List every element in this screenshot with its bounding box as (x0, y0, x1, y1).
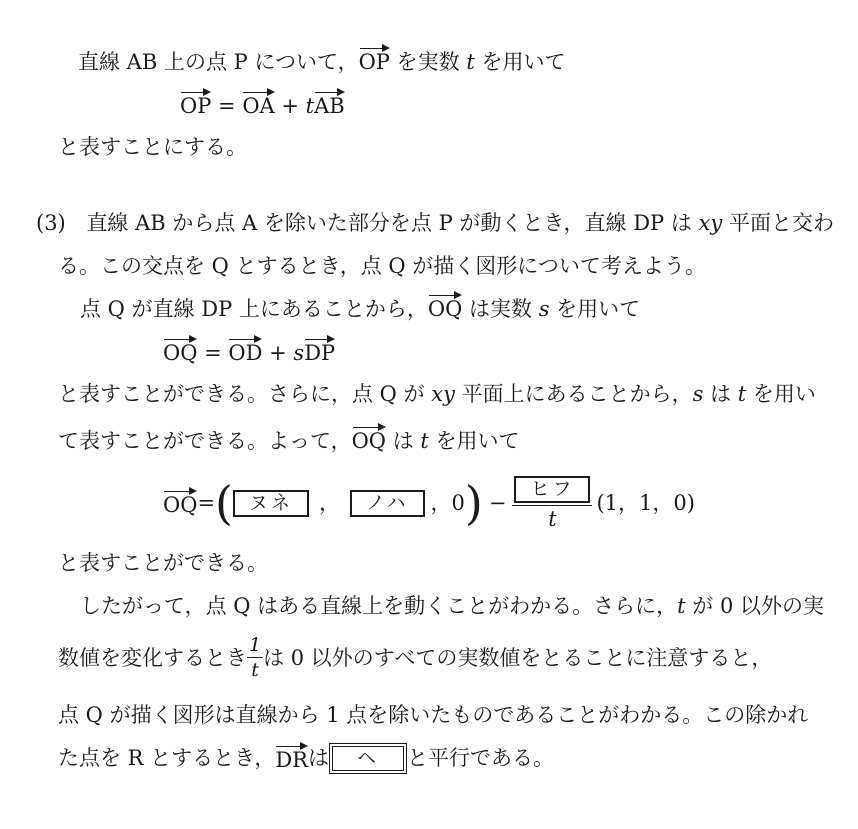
part-3-line-8 (58, 636, 772, 680)
vector-oq: OQ (427, 297, 463, 321)
text: 平面と交わ (722, 211, 834, 235)
fraction-denominator: t (251, 659, 259, 681)
text: を用いて (549, 297, 641, 321)
text: と表すことができる。さらに，点 Q が (58, 382, 432, 406)
equals: = (211, 94, 243, 118)
fraction-numerator (512, 476, 592, 506)
var-s: s (293, 341, 305, 365)
part-3-line-6: と表すことができる。 (58, 551, 268, 575)
fraction-denominator: t (548, 507, 557, 531)
fraction-hifu-over-t (512, 476, 592, 530)
part-3-line-10 (58, 743, 554, 774)
text: と平行である。 (407, 746, 554, 770)
right-paren: ) (464, 476, 483, 530)
fraction-numerator: 1 (249, 634, 262, 656)
left-paren: ( (215, 476, 233, 530)
part-3-line-7 (80, 596, 824, 617)
part-3-line-3 (80, 295, 640, 320)
equals: = (197, 490, 216, 515)
text: は (307, 746, 329, 770)
comma: ， (319, 490, 341, 515)
text: 数値を変化するとき (58, 645, 247, 670)
vector-dr: DR (275, 748, 308, 772)
intro-line-1 (78, 48, 565, 73)
var-t: t (305, 94, 315, 118)
text: は (703, 382, 738, 406)
answer-box-nune[interactable]: ヌネ (233, 490, 309, 517)
text: 直線 AB から点 A を除いた部分を点 P が動くとき，直線 DP は (86, 211, 699, 235)
text: は実数 (462, 297, 539, 321)
fraction-one-over-t (247, 636, 263, 680)
plus: + (274, 94, 306, 118)
vector-op: OP (358, 50, 390, 74)
intro-line-3: と表すことにする。 (58, 135, 247, 159)
var-s: s (692, 382, 704, 406)
direction-vector: (1，1，0) (596, 490, 695, 515)
minus: − (488, 490, 507, 515)
equals: = (197, 341, 229, 365)
var-xy: xy (431, 382, 455, 406)
var-t: t (737, 382, 747, 406)
text: が 0 以外の実 (685, 594, 824, 618)
vector-od: OD (228, 341, 263, 365)
var-t: t (677, 594, 686, 618)
part-3-line-4 (58, 384, 816, 405)
text: は (386, 429, 421, 453)
text: 平面上にあることから， (454, 382, 693, 406)
text: 直線 AB 上の点 P について， (78, 50, 359, 74)
part-3-line-2: る。この交点を Q とするとき，点 Q が描く図形について考えよう。 (58, 254, 706, 278)
vector-ab: AB (314, 94, 345, 118)
var-t: t (420, 429, 429, 453)
vector-op: OP (180, 94, 212, 118)
part-label: (3) (36, 211, 66, 235)
plus: + (262, 341, 294, 365)
text: て表すことができる。よって， (58, 429, 352, 453)
equation-oq (163, 339, 335, 364)
equation-op (180, 92, 345, 117)
answer-box-noha[interactable]: ノハ (350, 490, 424, 517)
vector-oq: OQ (163, 341, 198, 365)
var-xy: xy (698, 211, 723, 235)
answer-box-hifu[interactable]: ヒフ (514, 476, 590, 503)
text: を用い (746, 382, 816, 406)
text: したがって，点 Q はある直線上を動くことがわかる。さらに， (80, 594, 678, 618)
vector-oa: OA (242, 94, 275, 118)
var-t: t (466, 50, 475, 74)
comma-zero: ，0 (430, 490, 465, 515)
part-3-line-1 (36, 213, 834, 234)
text: 点 Q が直線 DP 上にあることから， (80, 297, 428, 321)
text: を用いて (428, 429, 520, 453)
vector-oq: OQ (163, 492, 198, 517)
vector-oq: OQ (351, 429, 387, 453)
part-3-line-9: 点 Q が描く図形は直線から 1 点を除いたものであることがわかる。この除かれ (58, 703, 809, 727)
var-s: s (538, 297, 550, 321)
text: を用いて (474, 50, 566, 74)
text: は 0 以外のすべての実数値をとることに注意すると， (263, 645, 773, 670)
equation-oq-answer (163, 476, 695, 530)
vector-dp: DP (304, 341, 336, 365)
part-3-line-5 (58, 427, 520, 452)
answer-box-he[interactable]: ヘ (329, 743, 407, 774)
text: を実数 (389, 50, 467, 74)
text: た点を R とするとき， (58, 746, 276, 770)
